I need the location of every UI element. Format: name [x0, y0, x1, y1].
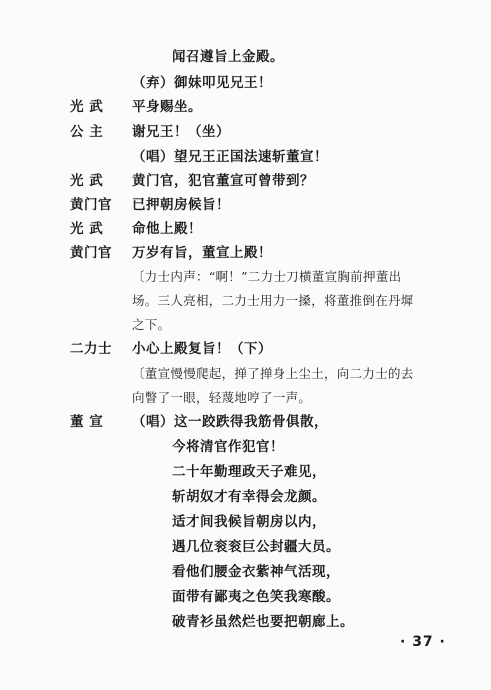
- stage-direction: 〔董宣慢慢爬起，掸了掸身上尘土，向二力士的去: [132, 366, 414, 381]
- dialogue-line: 命他上殿！: [132, 221, 202, 237]
- speaker-dongxuan: 董 宣: [70, 414, 104, 430]
- stage-direction: 〔力士内声：“啊！”二力士刀横董宣胸前押董出: [132, 269, 402, 284]
- dialogue-line: 平身赐坐。: [132, 99, 202, 115]
- verse-line: 适才间我候旨朝房以内，: [172, 514, 326, 530]
- stage-direction: 场。三人亮相，二力士用力一搡，将董推倒在丹墀: [132, 293, 414, 308]
- verse-line: 今将清官作犯官！: [172, 439, 284, 455]
- sung-line: （唱）望兄王正国法速斩董宣！: [132, 149, 328, 165]
- dialogue-line: （弃）御妹叩见兄王！: [132, 75, 272, 91]
- speaker-guangwu: 光 武: [70, 221, 104, 237]
- dialogue-line: 万岁有旨，董宣上殿！: [132, 245, 272, 261]
- verse-line: 破青衫虽然烂也要把朝廊上。: [172, 614, 354, 630]
- verse-line: 斩胡奴才有幸得会龙颜。: [172, 489, 326, 505]
- verse-line: 闻召遵旨上金殿。: [172, 49, 284, 65]
- speaker-erlishi: 二力士: [70, 341, 112, 357]
- speaker-huangmenguan: 黄门官: [70, 245, 112, 261]
- dialogue-line: 黄门官，犯官董宣可曾带到？: [132, 173, 314, 189]
- dialogue-line: 小心上殿复旨！（下）: [132, 341, 272, 357]
- verse-line: 二十年勤理政天子难见，: [172, 464, 326, 480]
- verse-line: 看他们腰金衣紫神气活现，: [172, 564, 340, 580]
- dialogue-line: 已押朝房候旨！: [132, 197, 230, 213]
- stage-direction: 向瞥了一眼，轻蔑地哼了一声。: [132, 390, 312, 405]
- stage-direction: 之下。: [132, 317, 171, 332]
- verse-line: 遇几位衮衮巨公封疆大员。: [172, 539, 340, 555]
- speaker-guangwu: 光 武: [70, 99, 104, 115]
- speaker-guangwu: 光 武: [70, 173, 104, 189]
- dialogue-line: 谢兄王！（坐）: [132, 124, 230, 140]
- sung-line: （唱）这一跤跌得我筋骨俱散，: [132, 414, 328, 430]
- verse-line: 面带有鄙夷之色笑我寒酸。: [172, 589, 340, 605]
- speaker-huangmenguan: 黄门官: [70, 197, 112, 213]
- speaker-gongzhu: 公 主: [70, 124, 104, 140]
- page-number: · 37 ·: [400, 634, 446, 650]
